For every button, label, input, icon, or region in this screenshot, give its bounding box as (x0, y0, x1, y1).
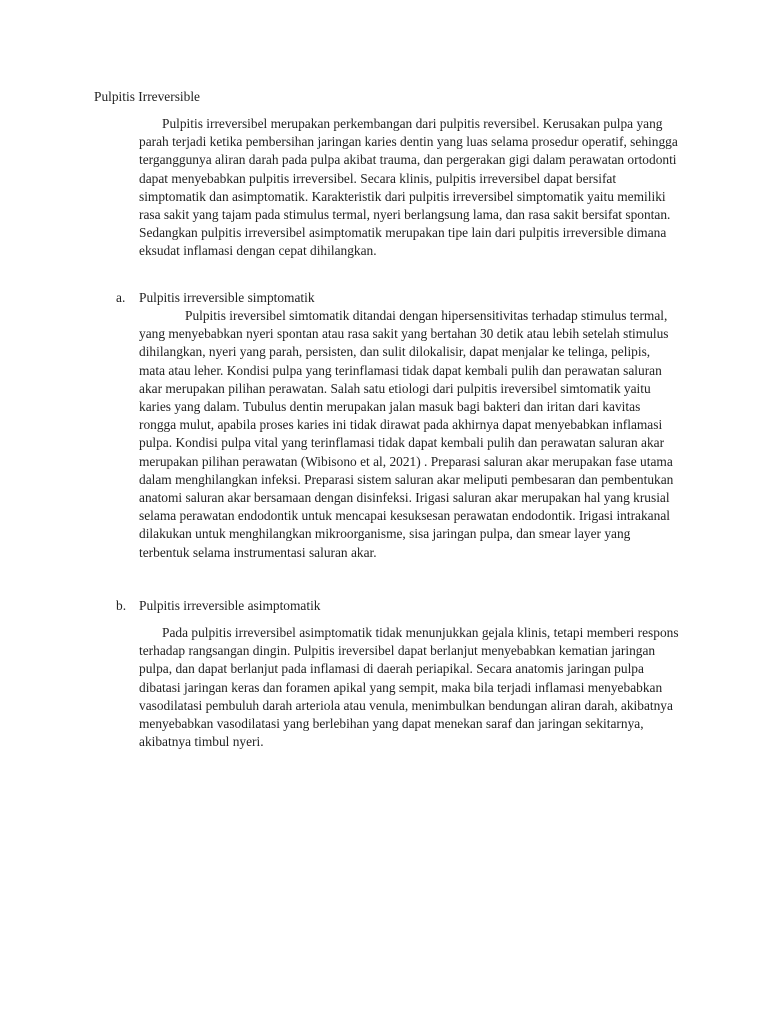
section-body-simptomatik: Pulpitis ireversibel simtomatik ditandai dengan hipersensitivitas terhadap stimulus termal, yang menyebabkan nyeri spontan atau rasa sakit yang bertahan 30 detik atau lebih setelah stimulus dihilangkan, nyeri yang parah, persisten, dan sulit dilokalisir, dapat menjalar ke telinga, pelipis, mata atau leher. Kondisi pulpa yang terinflamasi tidak dapat kembali pulih dan perawatan saluran akar merupakan pilihan perawatan. Salah satu etiologi dari pulpitis ireversibel simtomatik yaitu karies yang dalam. Tubulus dentin merupakan jalan masuk bagi bakteri dan iritan dari kavitas rongga mulut, apabila proses karies ini tidak dirawat pada akhirnya dapat menyebabkan inflamasi pulpa. Kondisi pulpa vital yang terinflamasi tidak dapat kembali pulih dan perawatan saluran akar merupakan pilihan perawatan (Wibisono et al, 2021) . Preparasi saluran akar merupakan fase utama dalam menghilangkan infeksi. Preparasi sistem saluran akar meliputi pembesaran dan pembentukan anatomi saluran akar bersamaan dengan disinfeksi. Irigasi saluran akar merupakan hal yang krusial selama perawatan endodontik untuk mencapai kesuksesan perawatan endodontik. Irigasi intrakanal dilakukan untuk menghilangkan mikroorganisme, sisa jaringan pulpa, dan smear layer yang terbentuk selama instrumentasi saluran akar. (139, 308, 674, 560)
section-heading-asimptomatik: Pulpitis irreversible asimptomatik (139, 598, 321, 613)
intro-paragraph: Pulpitis irreversibel merupakan perkembangan dari pulpitis reversibel. Kerusakan pulpa yang parah terjadi ketika pembersihan jaringan karies dentin yang luas selama prosedur operatif, sehingga terganggunya aliran darah pada pulpa akibat trauma, dan pergerakan gigi dalam perawatan ortodonti dapat menyebabkan pulpitis irreversibel. Secara klinis, pulpitis irreversibel dapat bersifat simptomatik dan asimptomatik. Karakteristik dari pulpitis irreversibel simptomatik yaitu memiliki rasa sakit yang tajam pada stimulus termal, nyeri berlangsung lama, dan rasa sakit bersifat spontan. Sedangkan pulpitis irreversibel asimptomatik merupakan tipe lain dari pulpitis irreversible dimana eksudat inflamasi dengan cepat dihilangkan. (139, 116, 678, 259)
list-marker-a: a. (116, 290, 126, 305)
list-marker-b: b. (116, 598, 127, 613)
section-body-asimptomatik: Pada pulpitis irreversibel asimptomatik tidak menunjukkan gejala klinis, tetapi memberi respons terhadap rangsangan dingin. Pulpitis ireversibel dapat berlanjut menyebabkan kematian jaringan pulpa, dan dapat berlanjut pada inflamasi di daerah periapikal. Secara anatomis jaringan pulpa dibatasi jaringan keras dan foramen apikal yang sempit, maka bila terjadi inflamasi menyebabkan vasodilatasi pembuluh darah arteriola atau venula, menimbulkan bendungan aliran darah, akibatnya menyebabkan vasodilatasi yang berlebihan yang dapat menekan saraf dan jaringan sekitarnya, akibatnya timbul nyeri. (139, 625, 679, 750)
document-title: Pulpitis Irreversible (94, 89, 200, 104)
section-heading-simptomatik: Pulpitis irreversible simptomatik (139, 290, 315, 305)
